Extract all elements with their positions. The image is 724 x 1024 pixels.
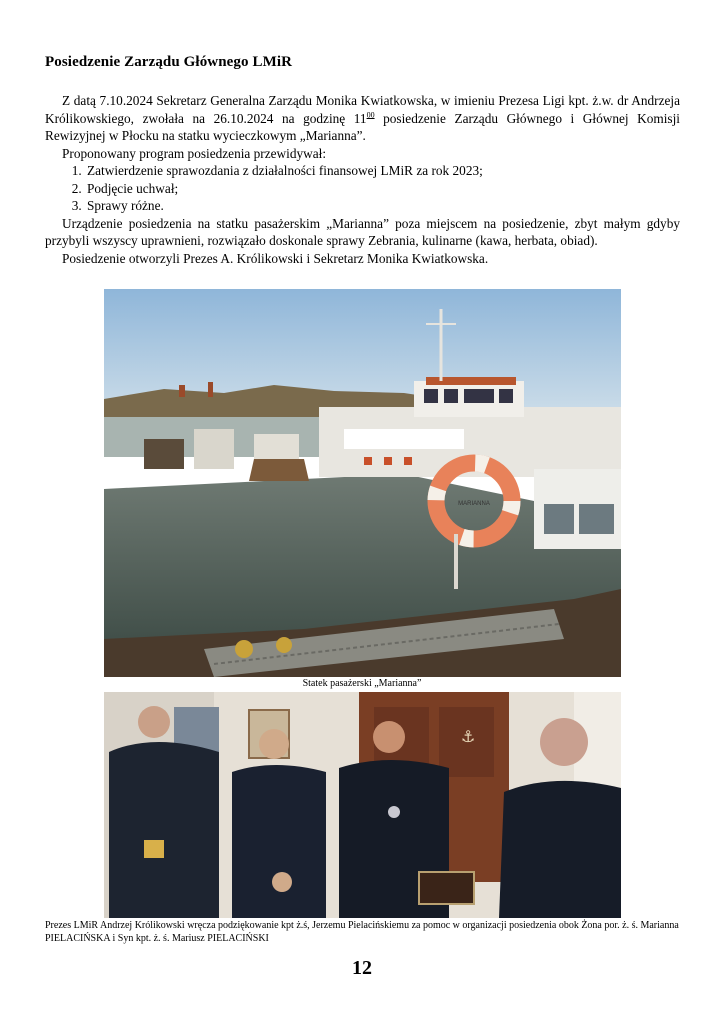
ceremony-photo-caption: Prezes LMiR Andrzej Królikowski wręcza podziękowanie kpt ż.ś, Jerzemu Pielacińskiemu za pomoc w organizacji posiedzenia obok Żona por. ż. ś. Marianna PIELACIŃSKA i Syn kpt. ż. ś. Mariusz PIELACIŃSKI <box>45 920 679 944</box>
paragraph-opening: Posiedzenie otworzyli Prezes A. Królikowski i Sekretarz Monika Kwiatkowska. <box>62 250 489 266</box>
agenda-item: 1. Zatwierdzenie sprawozdania z działalności finansowej LMiR za rok 2023; <box>85 162 680 180</box>
page-number: 12 <box>352 957 372 979</box>
agenda-item: 2. Podjęcie uchwał; <box>85 180 680 198</box>
agenda-item: 3. Sprawy różne. <box>85 197 680 215</box>
ship-photo-caption: Statek pasażerski „Marianna” <box>302 678 422 689</box>
article-body <box>45 92 680 267</box>
paragraph-program: Proponowany program posiedzenia przewidywał: <box>62 145 327 161</box>
paragraph-venue: Urządzenie posiedzenia na statku pasażerskim „Marianna” poza miejscem na posiedzenie, zbyt małym gdyby przybyli wszyscy uprawnieni, rozwiązało doskonale sprawy Zebrania, kulinarne (kawa, herbata, obiad). <box>45 215 680 248</box>
svg-text:⚓: ⚓ <box>461 727 476 746</box>
ceremony-photo <box>104 692 621 918</box>
certificate-frame <box>419 872 474 904</box>
svg-text:MARIANNA: MARIANNA <box>458 501 490 507</box>
ship-photo-image <box>104 289 621 677</box>
ceremony-photo-image <box>104 692 621 918</box>
officer-left <box>109 742 219 918</box>
president <box>499 781 621 918</box>
paragraph-intro: Z datą 7.10.2024 Sekretarz Generalna Zarządu Monika Kwiatkowska, w imieniu Prezesa Ligi kpt. ż.w. dr Andrzeja Królikowskiego, zwołała na 26.10.2024 na godzinę $11^{00}$ posiedzenie Zarządu Głównego i Głównej Komisji Rewizyjnej w Płocku na statku wycieczkowym „Marianna”. <box>45 93 680 143</box>
woman-officer <box>232 765 326 918</box>
ship-photo <box>104 289 621 677</box>
agenda-list <box>45 162 680 215</box>
article-title: Posiedzenie Zarządu Głównego LMiR <box>45 54 293 70</box>
